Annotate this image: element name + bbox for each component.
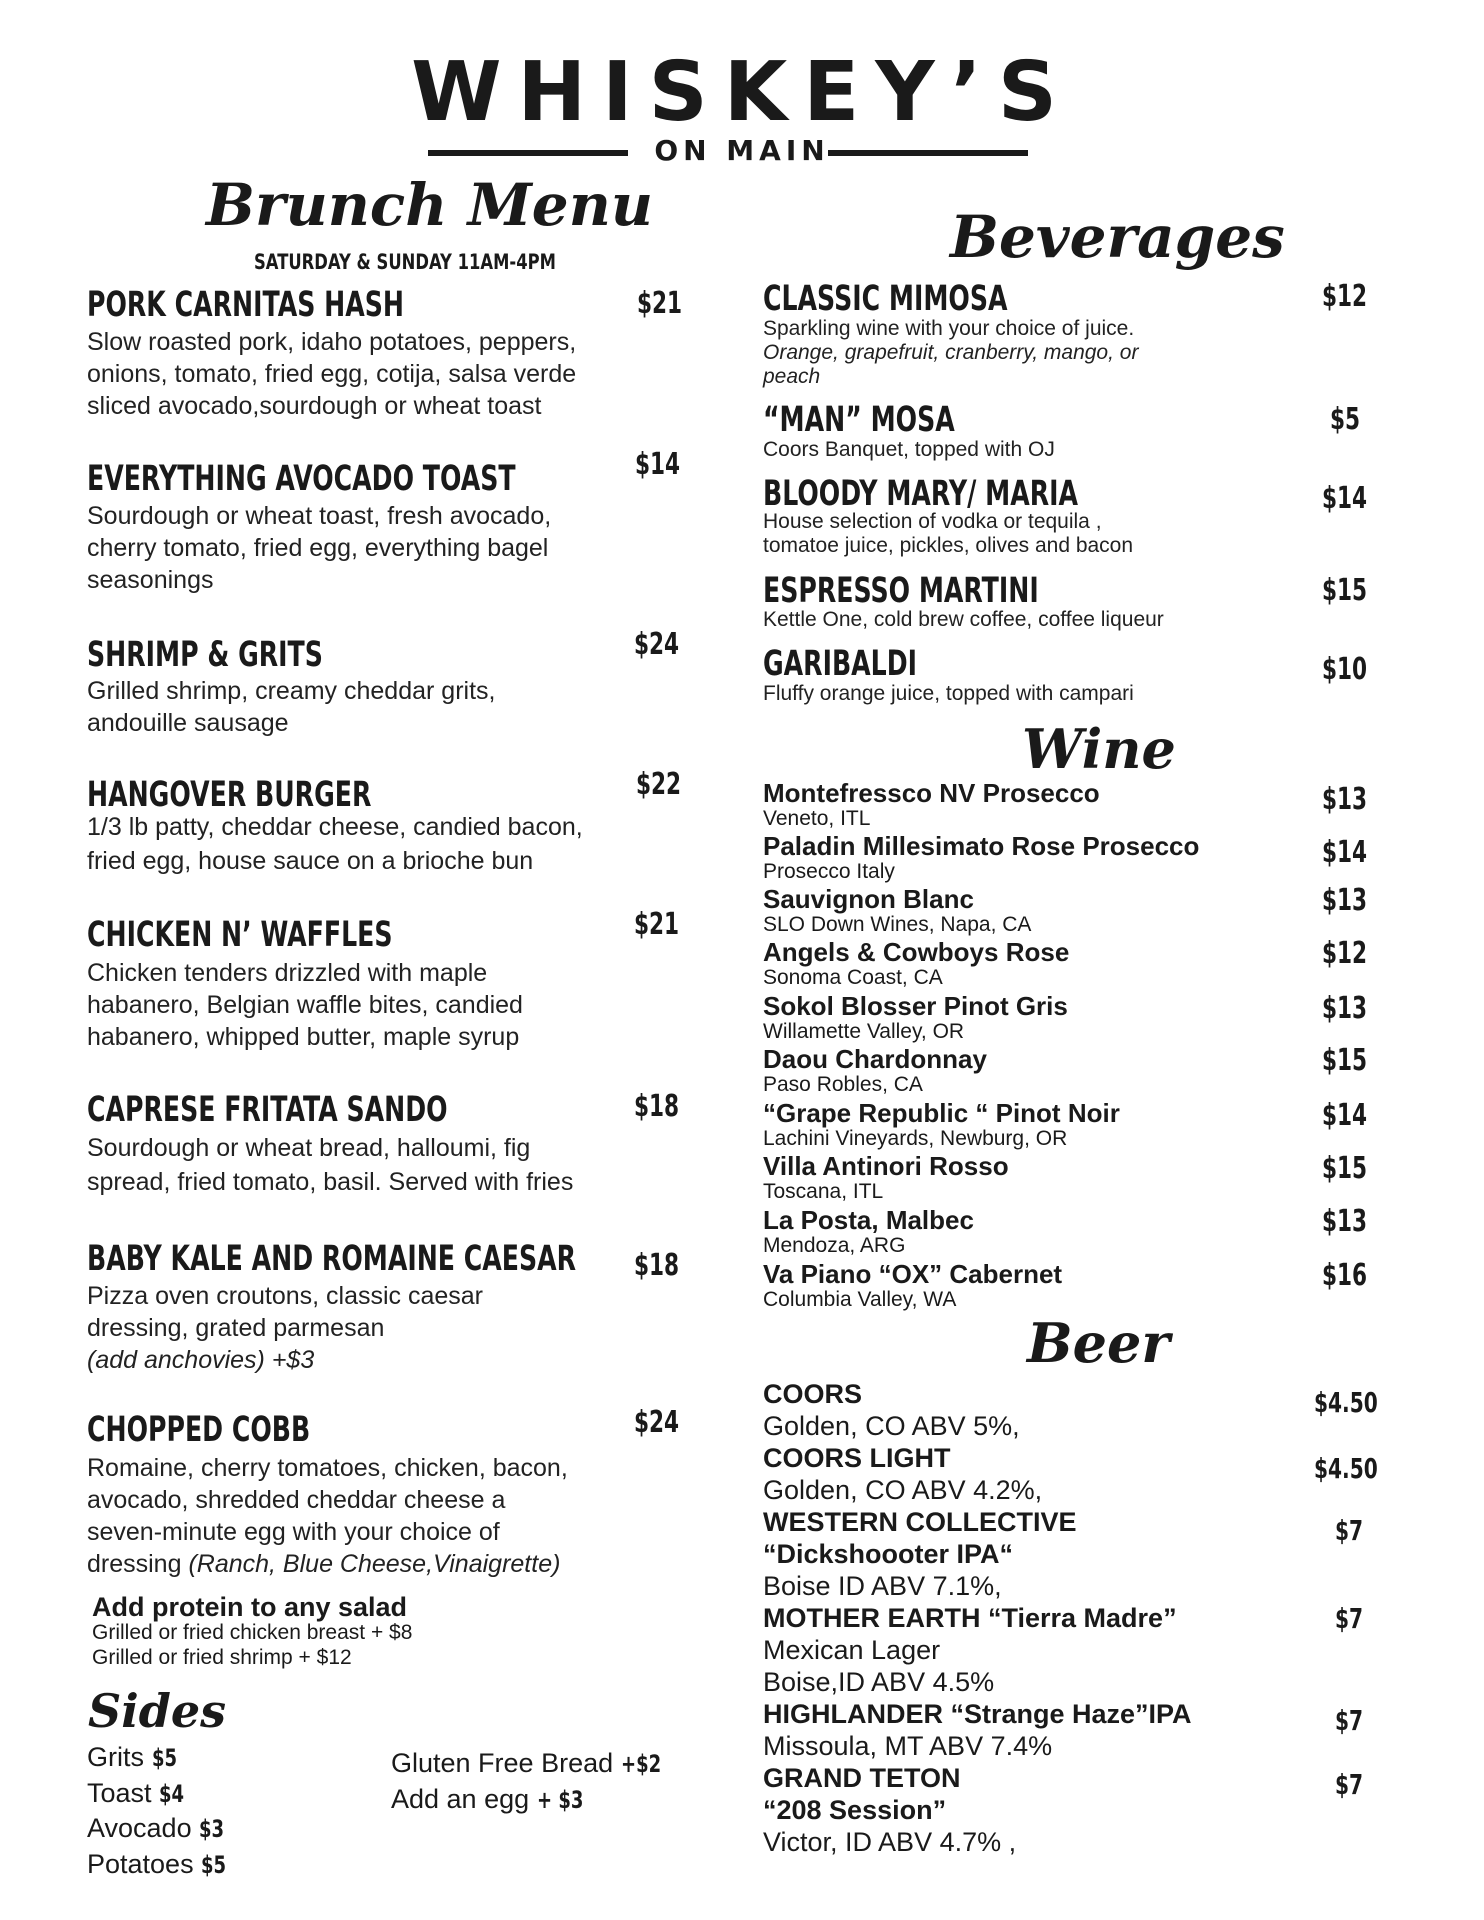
beverage-price: $14 — [1322, 481, 1368, 516]
wine-name: Sokol Blosser Pinot Gris — [763, 991, 1068, 1021]
menu-item-description: 1/3 lb patty, cheddar cheese, candied bacon, fried egg, house sauce on a brioche bun — [87, 813, 583, 875]
beer-price: $7 — [1335, 1768, 1364, 1801]
beverage-description: Kettle One, cold brew coffee, coffee liqueur — [763, 608, 1164, 631]
beer-list: COORS Golden, CO ABV 5%, COORS LIGHT Golden, CO ABV 4.2%, WESTERN COLLECTIVE “Dickshoooter IPA“ Boise ID ABV 7.1%, MOTHER EARTH “Tierra Madre” Mexican Lager Boise,ID ABV 4.5% HIGHLANDER “Strange Haze”IPA Missoula, MT ABV 7.4% GRAND TETON “208 Session” Victor, ID ABV 4.7% , — [763, 1379, 1192, 1857]
beverage-description: Coors Banquet, topped with OJ — [763, 438, 1055, 461]
beverage-name: BLOODY MARY/ MARIA — [763, 474, 1079, 514]
beer-price: $7 — [1335, 1602, 1364, 1635]
beverage-description: House selection of vodka or tequila , tomatoe juice, pickles, olives and bacon — [763, 510, 1134, 557]
menu-item-name: EVERYTHING AVOCADO TOAST — [87, 459, 516, 499]
menu-item-name: CHOPPED COBB — [87, 1410, 311, 1450]
menu-item-name: CAPRESE FRITATA SANDO — [87, 1090, 448, 1130]
beverage-price: $15 — [1322, 573, 1368, 608]
menu-item-price: $21 — [634, 907, 680, 942]
wine-region: Lachini Vineyards, Newburg, OR — [763, 1127, 1068, 1150]
protein-addon-title: Add protein to any salad — [92, 1592, 408, 1622]
wine-price: $14 — [1322, 835, 1368, 870]
wine-region: Mendoza, ARG — [763, 1234, 906, 1257]
wine-region: Paso Robles, CA — [763, 1073, 923, 1096]
wine-price: $14 — [1322, 1098, 1368, 1133]
menu-item-price: $24 — [634, 1405, 680, 1440]
menu-item-price: $18 — [634, 1248, 680, 1283]
brand-logo-title: WHISKEY’S — [411, 45, 1073, 140]
sides-title: Sides — [88, 1684, 227, 1738]
menu-item-price: $24 — [634, 627, 680, 662]
menu-item-description: Romaine, cherry tomatoes, chicken, bacon, avocado, shredded cheddar cheese a seven-minute egg with your choice of dressing (Ranch, Blue Cheese,Vinaigrette) — [87, 1454, 568, 1578]
beer-price: $7 — [1335, 1704, 1364, 1737]
wine-name: “Grape Republic “ Pinot Noir — [763, 1098, 1120, 1128]
wine-name: Daou Chardonnay — [763, 1044, 987, 1074]
wine-region: Willamette Valley, OR — [763, 1020, 965, 1043]
wine-region: Prosecco Italy — [763, 860, 895, 883]
wine-price: $12 — [1322, 936, 1368, 971]
wine-title: Wine — [1022, 717, 1176, 781]
side-item: Grits $5 — [87, 1742, 177, 1772]
beer-price: $4.50 — [1314, 1452, 1378, 1485]
wine-name: Villa Antinori Rosso — [763, 1151, 1009, 1181]
side-item: Avocado $3 — [87, 1813, 225, 1843]
menu-item-name: CHICKEN N’ WAFFLES — [87, 915, 393, 955]
menu-item-name: HANGOVER BURGER — [87, 775, 372, 815]
protein-addon-list: Grilled or fried chicken breast + $8 Grilled or fried shrimp + $12 — [92, 1621, 413, 1669]
anchovies-addon-note: (add anchovies) +$3 — [87, 1346, 315, 1374]
menu-item-price: $22 — [636, 767, 682, 802]
wine-region: Columbia Valley, WA — [763, 1288, 957, 1311]
wine-name: Va Piano “OX” Cabernet — [763, 1259, 1063, 1289]
beer-title: Beer — [1027, 1311, 1170, 1375]
beverage-price: $5 — [1330, 402, 1361, 437]
wine-region: Toscana, ITL — [763, 1180, 884, 1203]
wine-region: Veneto, ITL — [763, 807, 871, 830]
menu-item-price: $21 — [637, 286, 683, 321]
wine-price: $13 — [1322, 991, 1368, 1026]
menu-item-price: $14 — [635, 447, 681, 482]
menu-item-description: Grilled shrimp, creamy cheddar grits, andouille sausage — [87, 677, 496, 737]
brunch-menu-title: Brunch Menu — [206, 171, 654, 239]
wine-region: Sonoma Coast, CA — [763, 966, 943, 989]
brand-logo-subtitle: ON MAIN — [654, 134, 830, 167]
wine-name: Sauvignon Blanc — [763, 884, 974, 914]
menu-item-price: $18 — [634, 1089, 680, 1124]
menu-item-name: PORK CARNITAS HASH — [87, 285, 404, 325]
beverage-description: Sparkling wine with your choice of juice. Orange, grapefruit, cranberry, mango, or peach — [763, 317, 1139, 388]
wine-price: $16 — [1322, 1258, 1368, 1293]
wine-name: Montefressco NV Prosecco — [763, 778, 1100, 808]
wine-price: $15 — [1322, 1043, 1368, 1078]
beverages-title: Beverages — [950, 203, 1285, 271]
beverage-price: $10 — [1322, 652, 1368, 687]
wine-price: $13 — [1322, 883, 1368, 918]
wine-name: Angels & Cowboys Rose — [763, 937, 1070, 967]
beverage-description: Fluffy orange juice, topped with campari — [763, 682, 1134, 705]
side-item: Gluten Free Bread +$2 — [391, 1748, 661, 1778]
side-item: Toast $4 — [87, 1778, 185, 1808]
side-item: Potatoes $5 — [87, 1849, 227, 1879]
wine-region: SLO Down Wines, Napa, CA — [763, 913, 1032, 936]
wine-name: Paladin Millesimato Rose Prosecco — [763, 831, 1200, 861]
beverage-name: ESPRESSO MARTINI — [763, 571, 1039, 611]
beverage-name: “MAN” MOSA — [763, 400, 955, 440]
menu-item-description: Chicken tenders drizzled with maple habanero, Belgian waffle bites, candied habanero, whipped butter, maple syrup — [87, 959, 523, 1051]
menu-item-name: SHRIMP & GRITS — [87, 635, 323, 675]
menu-item-description: Sourdough or wheat toast, fresh avocado, cherry tomato, fried egg, everything bagel seasonings — [87, 502, 552, 594]
beverage-name: GARIBALDI — [763, 644, 918, 684]
menu-item-description: Slow roasted pork, idaho potatoes, peppers, onions, tomato, fried egg, cotija, salsa verde sliced avocado,sourdough or wheat toast — [87, 328, 577, 420]
beer-price: $7 — [1335, 1514, 1364, 1547]
menu-item-description: Sourdough or wheat bread, halloumi, fig spread, fried tomato, basil. Served with fries — [87, 1134, 574, 1196]
side-item: Add an egg + $3 — [391, 1784, 584, 1814]
beverage-price: $12 — [1322, 279, 1368, 314]
brunch-hours: SATURDAY & SUNDAY 11AM-4PM — [254, 250, 556, 274]
menu-item-description: Pizza oven croutons, classic caesar dressing, grated parmesan (add anchovies) +$3 — [87, 1282, 484, 1374]
beer-price: $4.50 — [1314, 1386, 1378, 1419]
wine-price: $15 — [1322, 1151, 1368, 1186]
wine-name: La Posta, Malbec — [763, 1205, 974, 1235]
menu-item-name: BABY KALE AND ROMAINE CAESAR — [87, 1239, 577, 1279]
beverage-name: CLASSIC MIMOSA — [763, 279, 1008, 319]
wine-price: $13 — [1322, 782, 1368, 817]
wine-price: $13 — [1322, 1204, 1368, 1239]
